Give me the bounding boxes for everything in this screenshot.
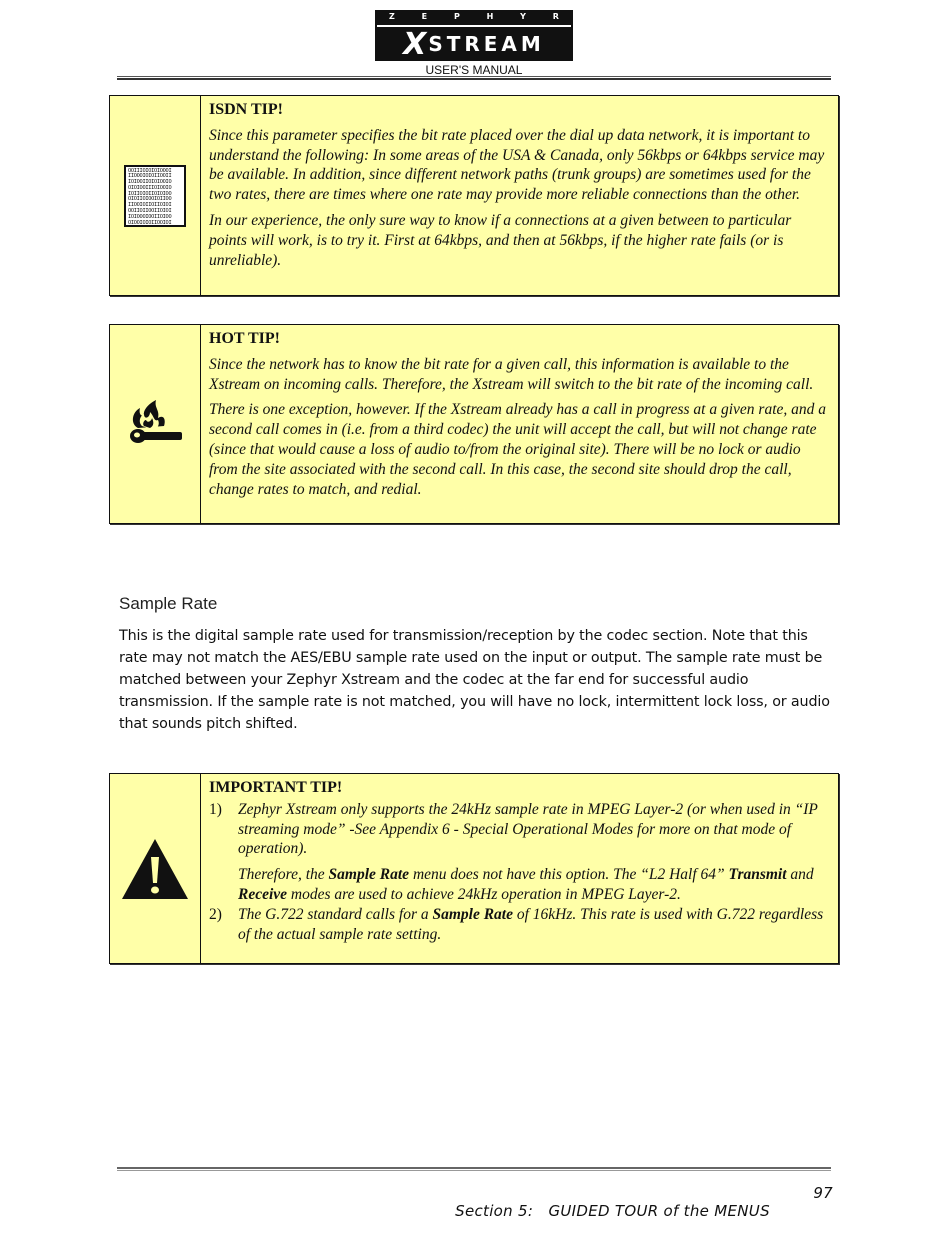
- logo-letter: Y: [520, 12, 526, 21]
- users-manual-label: USER'S MANUAL: [425, 63, 523, 77]
- hot-tip-content: [209, 325, 838, 503]
- list-item-text: Zephyr Xstream only supports the 24kHz sample rate in MPEG Layer-2 (or when used in “IP streaming mode” -See Appendix 6 - Special Operational Modes for more on that mode of operation).: [238, 800, 818, 858]
- text-run: modes are used to achieve 24kHz operation in MPEG Layer-2.: [287, 885, 681, 903]
- header-rule: [117, 76, 831, 80]
- text-run: menu does not have this option. The “L2 Half 64”: [409, 866, 729, 884]
- logo-letter: E: [421, 12, 428, 21]
- list-item: [209, 800, 830, 905]
- hot-tip-box: [109, 324, 839, 524]
- important-tip-box: [109, 773, 839, 964]
- logo-letter: P: [453, 12, 460, 21]
- zephyr-xstream-logo: [375, 10, 573, 61]
- section-heading: Sample Rate: [119, 594, 218, 613]
- text-run: Therefore, the: [238, 866, 329, 884]
- logo-letter: R: [552, 12, 559, 21]
- list-item-subparagraph: [238, 865, 830, 905]
- logo-stream: STREAM: [428, 32, 545, 56]
- hot-tip-icon-cell: [110, 325, 201, 523]
- tip-title: ISDN TIP!: [209, 101, 283, 118]
- bold-term: Receive: [238, 885, 288, 903]
- important-tip-content: [209, 774, 838, 948]
- logo-x: X: [403, 26, 427, 62]
- page-number: 97: [813, 1184, 833, 1202]
- important-tip-list: [209, 800, 830, 945]
- logo-letter: Z: [389, 12, 395, 21]
- list-number: 2): [209, 905, 222, 923]
- list-item: [209, 905, 830, 945]
- logo-letter: H: [486, 12, 494, 21]
- tip-paragraph: Since this parameter specifies the bit rate placed over the dial up data network, it is important to understand the following: In some areas of the USA & Canada, only 56kbps or 64kbps service may be available. In addition, since different network paths (trunk groups) are sometimes used for the two rates, there are times where one rate may provide more reliable connections than the other.: [209, 126, 825, 204]
- bold-term: Transmit: [728, 866, 787, 884]
- text-run: of 16kHz. This rate is used with G.722 regardless of the actual sample rate setting.: [238, 905, 824, 943]
- list-item-text: [238, 905, 830, 945]
- important-tip-icon-cell: [110, 774, 201, 963]
- tip-paragraph: There is one exception, however. If the Xstream already has a call in progress at a given rate, and a second call comes in (i.e. from a third codec) the unit will accept the call, but will not change rate (since that would cause a loss of audio to/from the original site). There will be no lock or audio from the site associated with the second call. In this case, the second site should drop the call, change rates to match, and redial.: [209, 401, 827, 498]
- burning-match-icon: [124, 398, 186, 450]
- binary-digits-icon: OOIIIOIOIOIOOOI IIOOOIOIOIIOOII IOIOOIIOIOIOOIO OIOIOOIIIOIOOIO IOIIOIOIIOIOIOO OIOIIOIOOIOIIOO IIOOIOIIOIIOIOI OOIIOIIOOIIOIOI IOIOOOIOOIIOIOO OIOOIOIOIIOOIOI: [124, 165, 186, 227]
- page-footer: [445, 1184, 833, 1238]
- tip-title: HOT TIP!: [209, 330, 280, 347]
- tip-paragraph: In our experience, the only sure way to know if a connections at a given between to particular points will work, is to try it. First at 64kbps, and then at 56kbps, if the higher rate fails (or is unreliable).: [209, 211, 792, 269]
- logo-xstream-word: [375, 26, 573, 62]
- bold-term: Sample Rate: [432, 905, 513, 923]
- tip-title: IMPORTANT TIP!: [209, 779, 343, 796]
- bold-term: Sample Rate: [328, 866, 410, 884]
- footer-rule: [117, 1167, 831, 1171]
- section-paragraph: This is the digital sample rate used for transmission/reception by the codec section. Note that this rate may not match the AES/EBU sample rate used on the input or output. The sample rate must be matched between your Zephyr Xstream and the codec at the far end for successful audio transmission. If the sample rate is not matched, you will have no lock, intermittent lock loss, or audio that sounds pitch shifted.: [119, 628, 830, 732]
- text-run: and: [786, 866, 814, 884]
- list-number: 1): [209, 800, 222, 818]
- isdn-tip-icon-cell: [110, 96, 201, 295]
- logo-zephyr-letters: [375, 10, 573, 24]
- tip-paragraph: Since the network has to know the bit rate for a given call, this information is available to the Xstream on incoming calls. Therefore, the Xstream will switch to the bit rate of the incoming call.: [209, 355, 814, 393]
- footer-section-label: Section 5: GUIDED TOUR of the MENUS: [455, 1202, 770, 1220]
- isdn-tip-box: [109, 95, 839, 296]
- isdn-tip-content: [209, 96, 838, 274]
- warning-triangle-icon: [120, 837, 190, 901]
- text-run: The G.722 standard calls for a: [238, 905, 433, 923]
